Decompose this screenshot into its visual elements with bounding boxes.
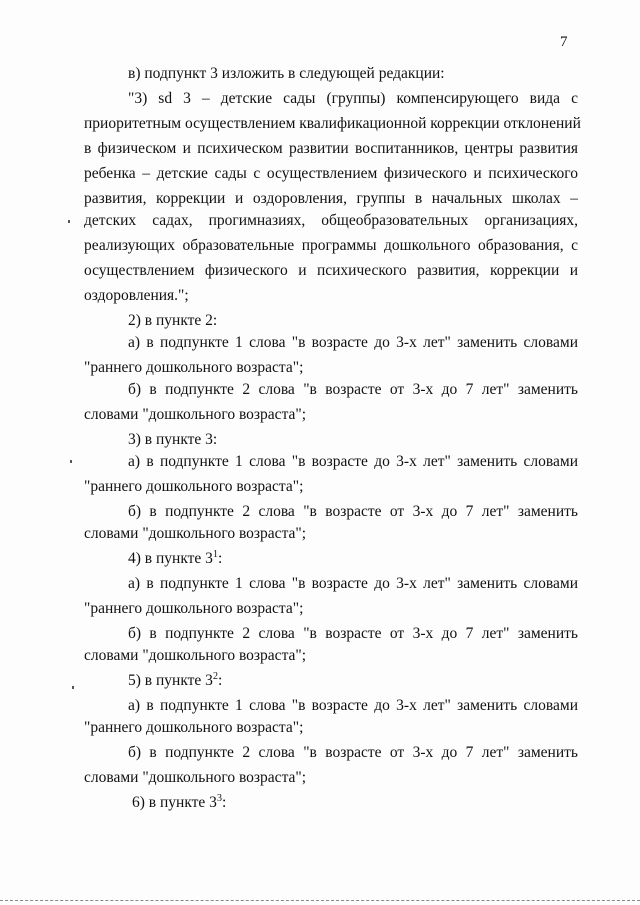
text-line: б) в подпункте 2 слова "в возрасте от 3-х до 7 лет" заменить — [128, 381, 578, 398]
text-line: словами "дошкольного возраста"; — [84, 769, 307, 786]
text-line: развития, коррекции и оздоровления, группы в начальных школах – — [84, 190, 578, 207]
text-line: детских садах, прогимназиях, общеобразовательных организациях, — [84, 212, 578, 229]
text-line: осуществлением физического и психического развития, коррекции и — [84, 262, 578, 279]
text-line — [128, 671, 222, 691]
text-line: 2) в пункте 2: — [128, 312, 218, 329]
text-line: "раннего дошкольного возраста"; — [84, 600, 304, 617]
text-line: б) в подпункте 2 слова "в возрасте от 3-х до 7 лет" заменить — [128, 625, 578, 642]
text-line: а) в подпункте 1 слова "в возрасте до 3-х лет" заменить словами — [128, 453, 578, 470]
superscript: 3 — [216, 793, 222, 804]
text-line: в физическом и психическом развитии воспитанников, центры развития — [84, 140, 578, 157]
page-number: 7 — [560, 34, 568, 50]
text-line: оздоровления."; — [84, 287, 189, 304]
text-line: "раннего дошкольного возраста"; — [84, 719, 304, 736]
text-fragment: 6) в пункте 3 — [132, 794, 217, 811]
text-fragment: 5) в пункте 3 — [128, 672, 213, 689]
text-fragment: : — [217, 672, 223, 689]
text-line — [132, 793, 226, 813]
text-line: "3) sd 3 – детские сады (группы) компенсирующего вида с — [128, 90, 578, 107]
text-line: б) в подпункте 2 слова "в возрасте от 3-х до 7 лет" заменить — [128, 744, 578, 761]
text-line: а) в подпункте 1 слова "в возрасте до 3-х лет" заменить словами — [128, 334, 578, 351]
scan-speck — [68, 220, 70, 223]
text-line — [128, 549, 222, 569]
scan-speck — [72, 686, 74, 689]
text-line: а) в подпункте 1 слова "в возрасте до 3-х лет" заменить словами — [128, 697, 578, 714]
text-line: словами "дошкольного возраста"; — [84, 525, 307, 542]
text-fragment: : — [221, 794, 227, 811]
text-line: 3) в пункте 3: — [128, 431, 218, 448]
text-line: в) подпункт 3 изложить в следующей редакции: — [128, 65, 445, 82]
scan-speck — [70, 460, 72, 463]
text-fragment: : — [217, 550, 223, 567]
page-bottom-edge — [0, 900, 640, 902]
text-line: а) в подпункте 1 слова "в возрасте до 3-х лет" заменить словами — [128, 575, 578, 592]
text-line: ребенка – детские сады с осуществлением физического и психического — [84, 165, 578, 182]
text-fragment: 4) в пункте 3 — [128, 550, 213, 567]
superscript: 1 — [212, 549, 218, 560]
text-line: б) в подпункте 2 слова "в возрасте от 3-х до 7 лет" заменить — [128, 503, 578, 520]
text-line: словами "дошкольного возраста"; — [84, 647, 307, 664]
text-line: реализующих образовательные программы дошкольного образования, с — [84, 237, 578, 254]
text-line: словами "дошкольного возраста"; — [84, 406, 307, 423]
text-line: приоритетным осуществлением квалификационной коррекции отклонений — [84, 115, 581, 132]
text-line: "раннего дошкольного возраста"; — [84, 359, 304, 376]
superscript: 2 — [212, 671, 218, 682]
text-line: "раннего дошкольного возраста"; — [84, 478, 304, 495]
